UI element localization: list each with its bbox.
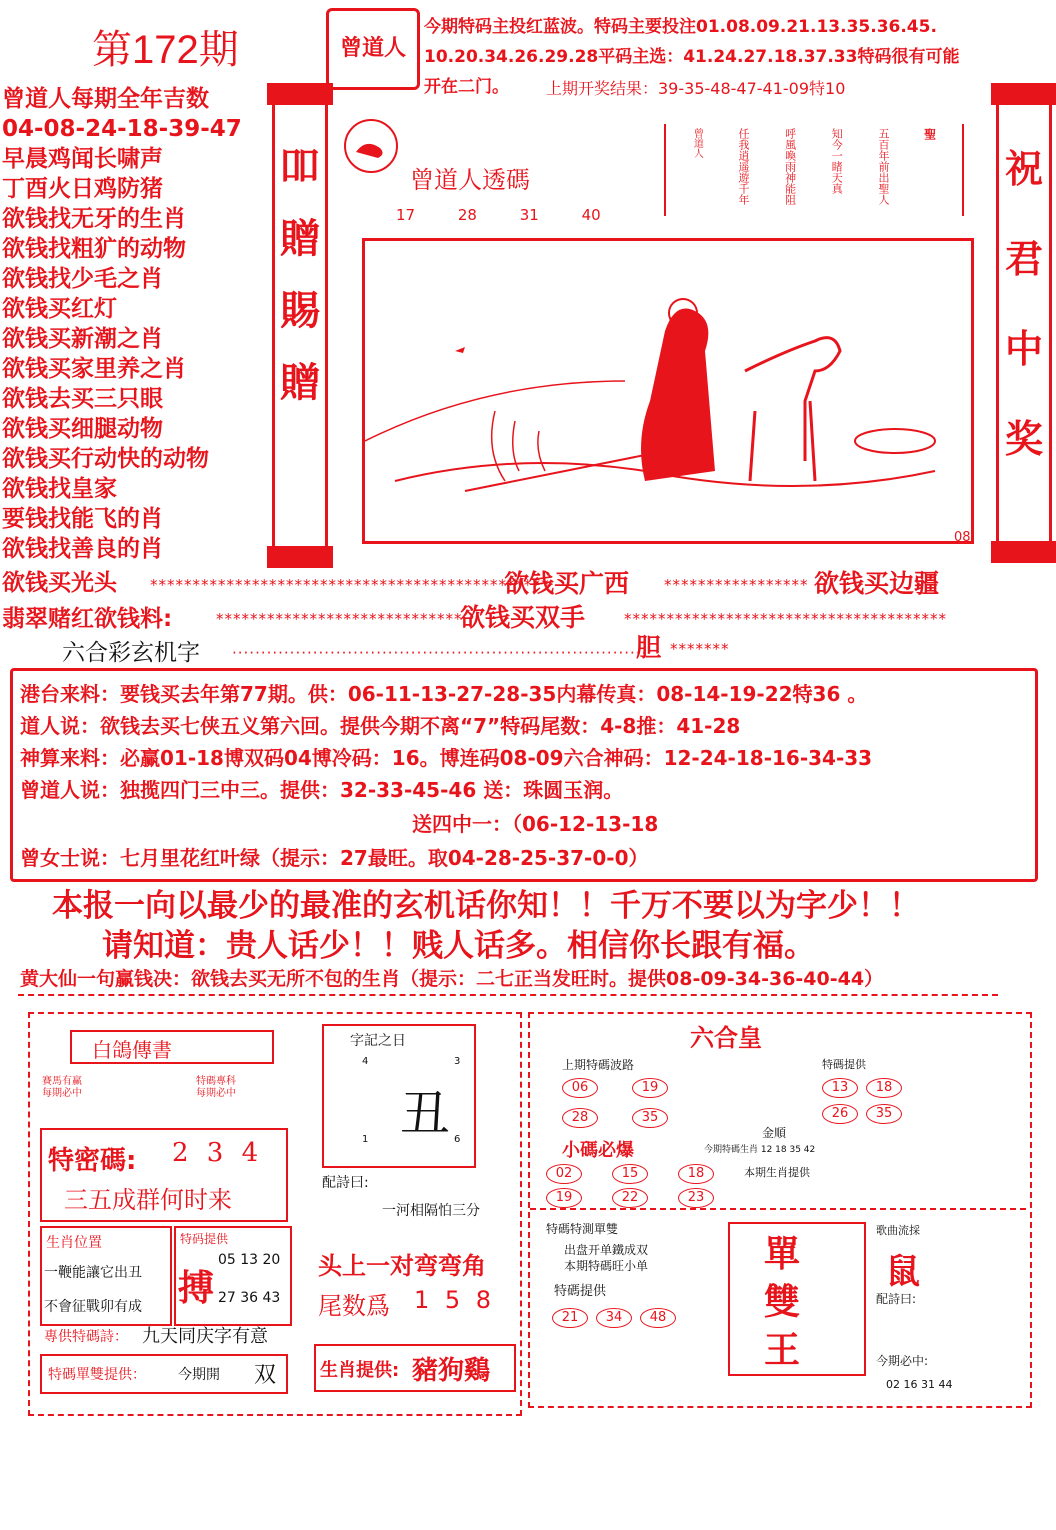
scroll-cap-top bbox=[991, 83, 1056, 105]
char-big: 丑 bbox=[400, 1085, 450, 1143]
poem-mark: 聖 bbox=[922, 128, 937, 140]
ball: 13 bbox=[822, 1078, 858, 1098]
scroll-char: 贈 bbox=[280, 216, 320, 262]
riddle-row-1-mid: 欲钱买广西 bbox=[504, 569, 630, 598]
info-line: 曾女士说：七月里花红叶绿（提示：27最旺。取04-28-25-37-0-0） bbox=[20, 846, 649, 870]
left-line: 早晨鸡闻长啸声 bbox=[2, 146, 163, 172]
boom-line: 今期特碼生肖 12 18 35 42 bbox=[704, 1145, 816, 1155]
pic-number: 31 bbox=[519, 206, 539, 224]
left-line: 04-08-24-18-39-47 bbox=[2, 116, 242, 142]
left-line: 欲钱找粗犷的动物 bbox=[2, 236, 186, 262]
sd-title: 特碼特測單雙 bbox=[546, 1222, 619, 1236]
left-line: 要钱找能飞的肖 bbox=[2, 506, 163, 532]
picture-corner: 08 bbox=[954, 530, 971, 545]
ball: 34 bbox=[596, 1308, 632, 1328]
poem-line: 知今一睹天真 bbox=[830, 128, 844, 194]
scroll-char: 賜 bbox=[280, 288, 320, 334]
poem-line: 五百年前出聖人 bbox=[876, 128, 890, 205]
balls-bottom-2 bbox=[546, 1186, 722, 1208]
poem-text: 九天同庆字有意 bbox=[142, 1326, 268, 1347]
ball: 26 bbox=[822, 1104, 858, 1124]
info-line: 港台来料：要钱买去年第77期。供：06-11-13-27-28-35内幕传真：08-14-19-22特36 。 bbox=[20, 682, 868, 706]
ball: 22 bbox=[612, 1188, 648, 1208]
riddle-row-3-mid: 胆 bbox=[636, 633, 662, 662]
match-label: 配詩曰: bbox=[322, 1175, 369, 1191]
wong-tai-sin-line: 黄大仙一句赢钱决：欲钱去买无所不包的生肖（提示：二七正当发旺时。提供08-09-34-36-40-44） bbox=[20, 968, 884, 990]
left-line: 欲钱找皇家 bbox=[2, 476, 117, 502]
balls-right-2 bbox=[822, 1102, 910, 1124]
ball: 02 bbox=[546, 1164, 582, 1184]
pigeon-sub-right: 特碼專科 每期必中 bbox=[196, 1076, 236, 1099]
char-num: 3 bbox=[454, 1056, 461, 1067]
balls-top-2 bbox=[562, 1106, 676, 1128]
pigeon-sub-left: 賽馬有赢 每期必中 bbox=[42, 1076, 82, 1099]
char-num: 6 bbox=[454, 1134, 461, 1145]
zodiac-provide-label: 生肖提供: bbox=[320, 1360, 400, 1381]
info-line: 送四中一：（06-12-13-18 bbox=[412, 812, 659, 836]
scroll-char: 奖 bbox=[1004, 417, 1043, 461]
brand-logo bbox=[326, 8, 420, 90]
scroll-cap-top bbox=[267, 83, 333, 105]
sd-text: 出盘开单鐵成双 本期特碼旺小单 bbox=[564, 1243, 649, 1273]
ball: 21 bbox=[552, 1308, 588, 1328]
slogan-1: 本报一向以最少的最准的玄机话你知！！千万不要以为字少！！ bbox=[52, 888, 920, 924]
scroll-char: 吅 bbox=[280, 144, 320, 190]
ball: 48 bbox=[640, 1308, 676, 1328]
gold-label: 金順 bbox=[762, 1126, 787, 1140]
info-line: 道人说：欲钱去买七侠五义第六回。提供今期不离“7”特码尾数：4-8推：41-28 bbox=[20, 714, 741, 738]
ball: 35 bbox=[632, 1108, 668, 1128]
header-line-1: 今期特码主投红蓝波。特码主要投注01.08.09.21.13.35.36.45. bbox=[424, 17, 937, 37]
dotted-fill: ***************************** bbox=[216, 610, 463, 628]
left-line: 欲钱买细腿动物 bbox=[2, 416, 163, 442]
scroll-char: 贈 bbox=[280, 360, 320, 406]
single-double-text: 今期開 bbox=[178, 1367, 220, 1383]
left-riddle-column bbox=[0, 84, 270, 564]
ball: 35 bbox=[866, 1104, 902, 1124]
poem-label: 專供特碼詩： bbox=[44, 1329, 128, 1345]
scroll-char: 君 bbox=[1004, 237, 1043, 281]
pic-number: 40 bbox=[581, 206, 601, 224]
logo-text: 曾道人 bbox=[339, 36, 406, 61]
left-line: 欲钱去买三只眼 bbox=[2, 386, 163, 412]
dotted-fill: ***************** bbox=[664, 576, 809, 594]
riddle-row-2-mid: 欲钱买双手 bbox=[460, 603, 586, 632]
right-note: 配詩曰: bbox=[876, 1292, 917, 1306]
left-line: 欲钱买家里养之肖 bbox=[2, 356, 186, 382]
left-line: 欲钱买新潮之肖 bbox=[2, 326, 163, 352]
six-king-title: 六合皇 bbox=[690, 1023, 762, 1052]
zodiac-provide-right: 本期生肖提供 bbox=[744, 1166, 810, 1179]
left-line: 欲钱找善良的肖 bbox=[2, 536, 163, 562]
scroll-cap-bottom bbox=[267, 546, 333, 568]
bo-nums-1: 05 13 20 bbox=[218, 1252, 281, 1268]
bo-label: 特码提供 bbox=[180, 1232, 229, 1246]
header-line-3: 开在二门。 bbox=[424, 77, 509, 97]
match-text: 一河相隔怕三分 bbox=[382, 1203, 480, 1219]
right-big: 鼠 bbox=[886, 1252, 920, 1292]
special-code-poem: 三五成群何时来 bbox=[64, 1186, 232, 1214]
headline: 头上一对弯弯角 bbox=[318, 1252, 486, 1280]
slogan-2: 请知道：贵人话少！！贱人话多。相信你长跟有福。 bbox=[102, 928, 815, 964]
king-char: 單 bbox=[764, 1233, 801, 1275]
scroll-cap-bottom bbox=[991, 541, 1056, 563]
right-nums: 02 16 31 44 bbox=[886, 1378, 953, 1391]
poem-author: 曾道人 bbox=[691, 128, 703, 158]
ball: 19 bbox=[632, 1078, 668, 1098]
ball: 15 bbox=[612, 1164, 648, 1184]
riddle-row-1-right: 欲钱买边疆 bbox=[814, 569, 940, 598]
zodiac-provide-value: 豬狗鷄 bbox=[412, 1356, 491, 1386]
dotted-fill: ************************************** bbox=[624, 610, 947, 628]
info-line: 神算来料：必赢01-18博双码04博冷码：16。博连码08-09六合神码：12-24-18-16-34-33 bbox=[20, 746, 873, 770]
issue-number: 第172期 bbox=[92, 28, 239, 72]
left-line: 曾道人每期全年吉数 bbox=[2, 86, 209, 112]
picture-title: 曾道人透碼 bbox=[410, 166, 530, 194]
dotted-fill: ******* bbox=[670, 640, 730, 658]
pic-number: 28 bbox=[457, 206, 477, 224]
sage-and-horse-picture bbox=[362, 238, 974, 544]
poem-box bbox=[664, 124, 964, 216]
char-num: 4 bbox=[362, 1056, 369, 1067]
poem-line: 呼風喚雨神能阻 bbox=[783, 128, 797, 205]
dotted-fill: *********************************************** bbox=[150, 576, 550, 594]
special-provide-label: 特碼提供 bbox=[822, 1058, 866, 1071]
bo-nums-2: 27 36 43 bbox=[218, 1290, 281, 1306]
balls-top bbox=[562, 1076, 676, 1098]
tail-label: 尾数爲 bbox=[318, 1292, 390, 1320]
char-num: 1 bbox=[362, 1134, 369, 1145]
sd-provide: 特碼提供 bbox=[554, 1284, 607, 1299]
single-double-value: 双 bbox=[254, 1363, 277, 1388]
pigeon-title: 白鴿傳書 bbox=[92, 1038, 172, 1062]
poem-line: 任我逍遥遊千年 bbox=[736, 128, 750, 205]
left-line: 欲钱找无牙的生肖 bbox=[2, 206, 186, 232]
scroll-char: 中 bbox=[1004, 327, 1043, 371]
left-line: 欲钱买行动快的动物 bbox=[2, 446, 209, 472]
small-boom: 小碼必爆 bbox=[562, 1140, 634, 1161]
ball: 18 bbox=[866, 1078, 902, 1098]
riddle-row-1-left: 欲钱买光头 bbox=[2, 570, 117, 596]
info-line: 曾道人说：独揽四门三中三。提供：32-33-45-46 送：珠圆玉润。 bbox=[20, 778, 624, 802]
ball: 06 bbox=[562, 1078, 598, 1098]
last-wave-label: 上期特碼波路 bbox=[562, 1058, 635, 1072]
ball: 18 bbox=[678, 1164, 714, 1184]
special-code-nums: 2 3 4 bbox=[172, 1138, 259, 1168]
bo-char: 搏 bbox=[178, 1268, 215, 1309]
tail-nums: 1 5 8 bbox=[414, 1286, 492, 1314]
rooster-illustration bbox=[336, 116, 406, 180]
riddle-row-2-left: 翡翠赌红欲钱料: bbox=[2, 606, 173, 632]
ball: 19 bbox=[546, 1188, 582, 1208]
king-char: 雙 bbox=[764, 1281, 801, 1323]
right-must: 今期必中: bbox=[876, 1354, 929, 1368]
header-line-2: 10.20.34.26.29.28平码主选：41.24.27.18.37.33特码很有可能 bbox=[424, 47, 960, 67]
divider bbox=[530, 1208, 1026, 1210]
char-title: 字記之日 bbox=[350, 1033, 406, 1049]
balls-bottom-1 bbox=[546, 1162, 722, 1184]
zodiac-label: 生肖位置 bbox=[46, 1235, 102, 1251]
sd-balls bbox=[552, 1306, 684, 1328]
left-line: 欲钱找少毛之肖 bbox=[2, 266, 163, 292]
ball: 28 bbox=[562, 1108, 598, 1128]
special-code-label: 特密碼: bbox=[48, 1146, 137, 1176]
king-char: 王 bbox=[764, 1329, 801, 1371]
single-double-label: 特碼單雙提供： bbox=[48, 1367, 146, 1383]
dotted-fill: ········································································ bbox=[232, 644, 648, 662]
riddle-row-3-left: 六合彩玄机字 bbox=[62, 640, 200, 666]
scroll-char: 祝 bbox=[1004, 147, 1043, 191]
pic-number: 17 bbox=[396, 206, 416, 224]
divider bbox=[18, 994, 998, 996]
last-draw-result: 上期开奖结果：39-35-48-47-41-09特10 bbox=[546, 79, 846, 98]
left-line: 丁酉火日鸡防猪 bbox=[2, 176, 163, 202]
zodiac-line-1: 一鞭能讓它出丑 bbox=[44, 1265, 142, 1281]
zodiac-line-2: 不會征戰卯有成 bbox=[44, 1299, 142, 1315]
ball: 23 bbox=[678, 1188, 714, 1208]
balls-right bbox=[822, 1076, 910, 1098]
picture-numbers bbox=[396, 206, 601, 224]
left-scroll bbox=[272, 100, 328, 551]
right-scroll bbox=[996, 100, 1052, 546]
left-line: 欲钱买红灯 bbox=[2, 296, 117, 322]
right-title: 歌曲流採 bbox=[876, 1224, 920, 1237]
